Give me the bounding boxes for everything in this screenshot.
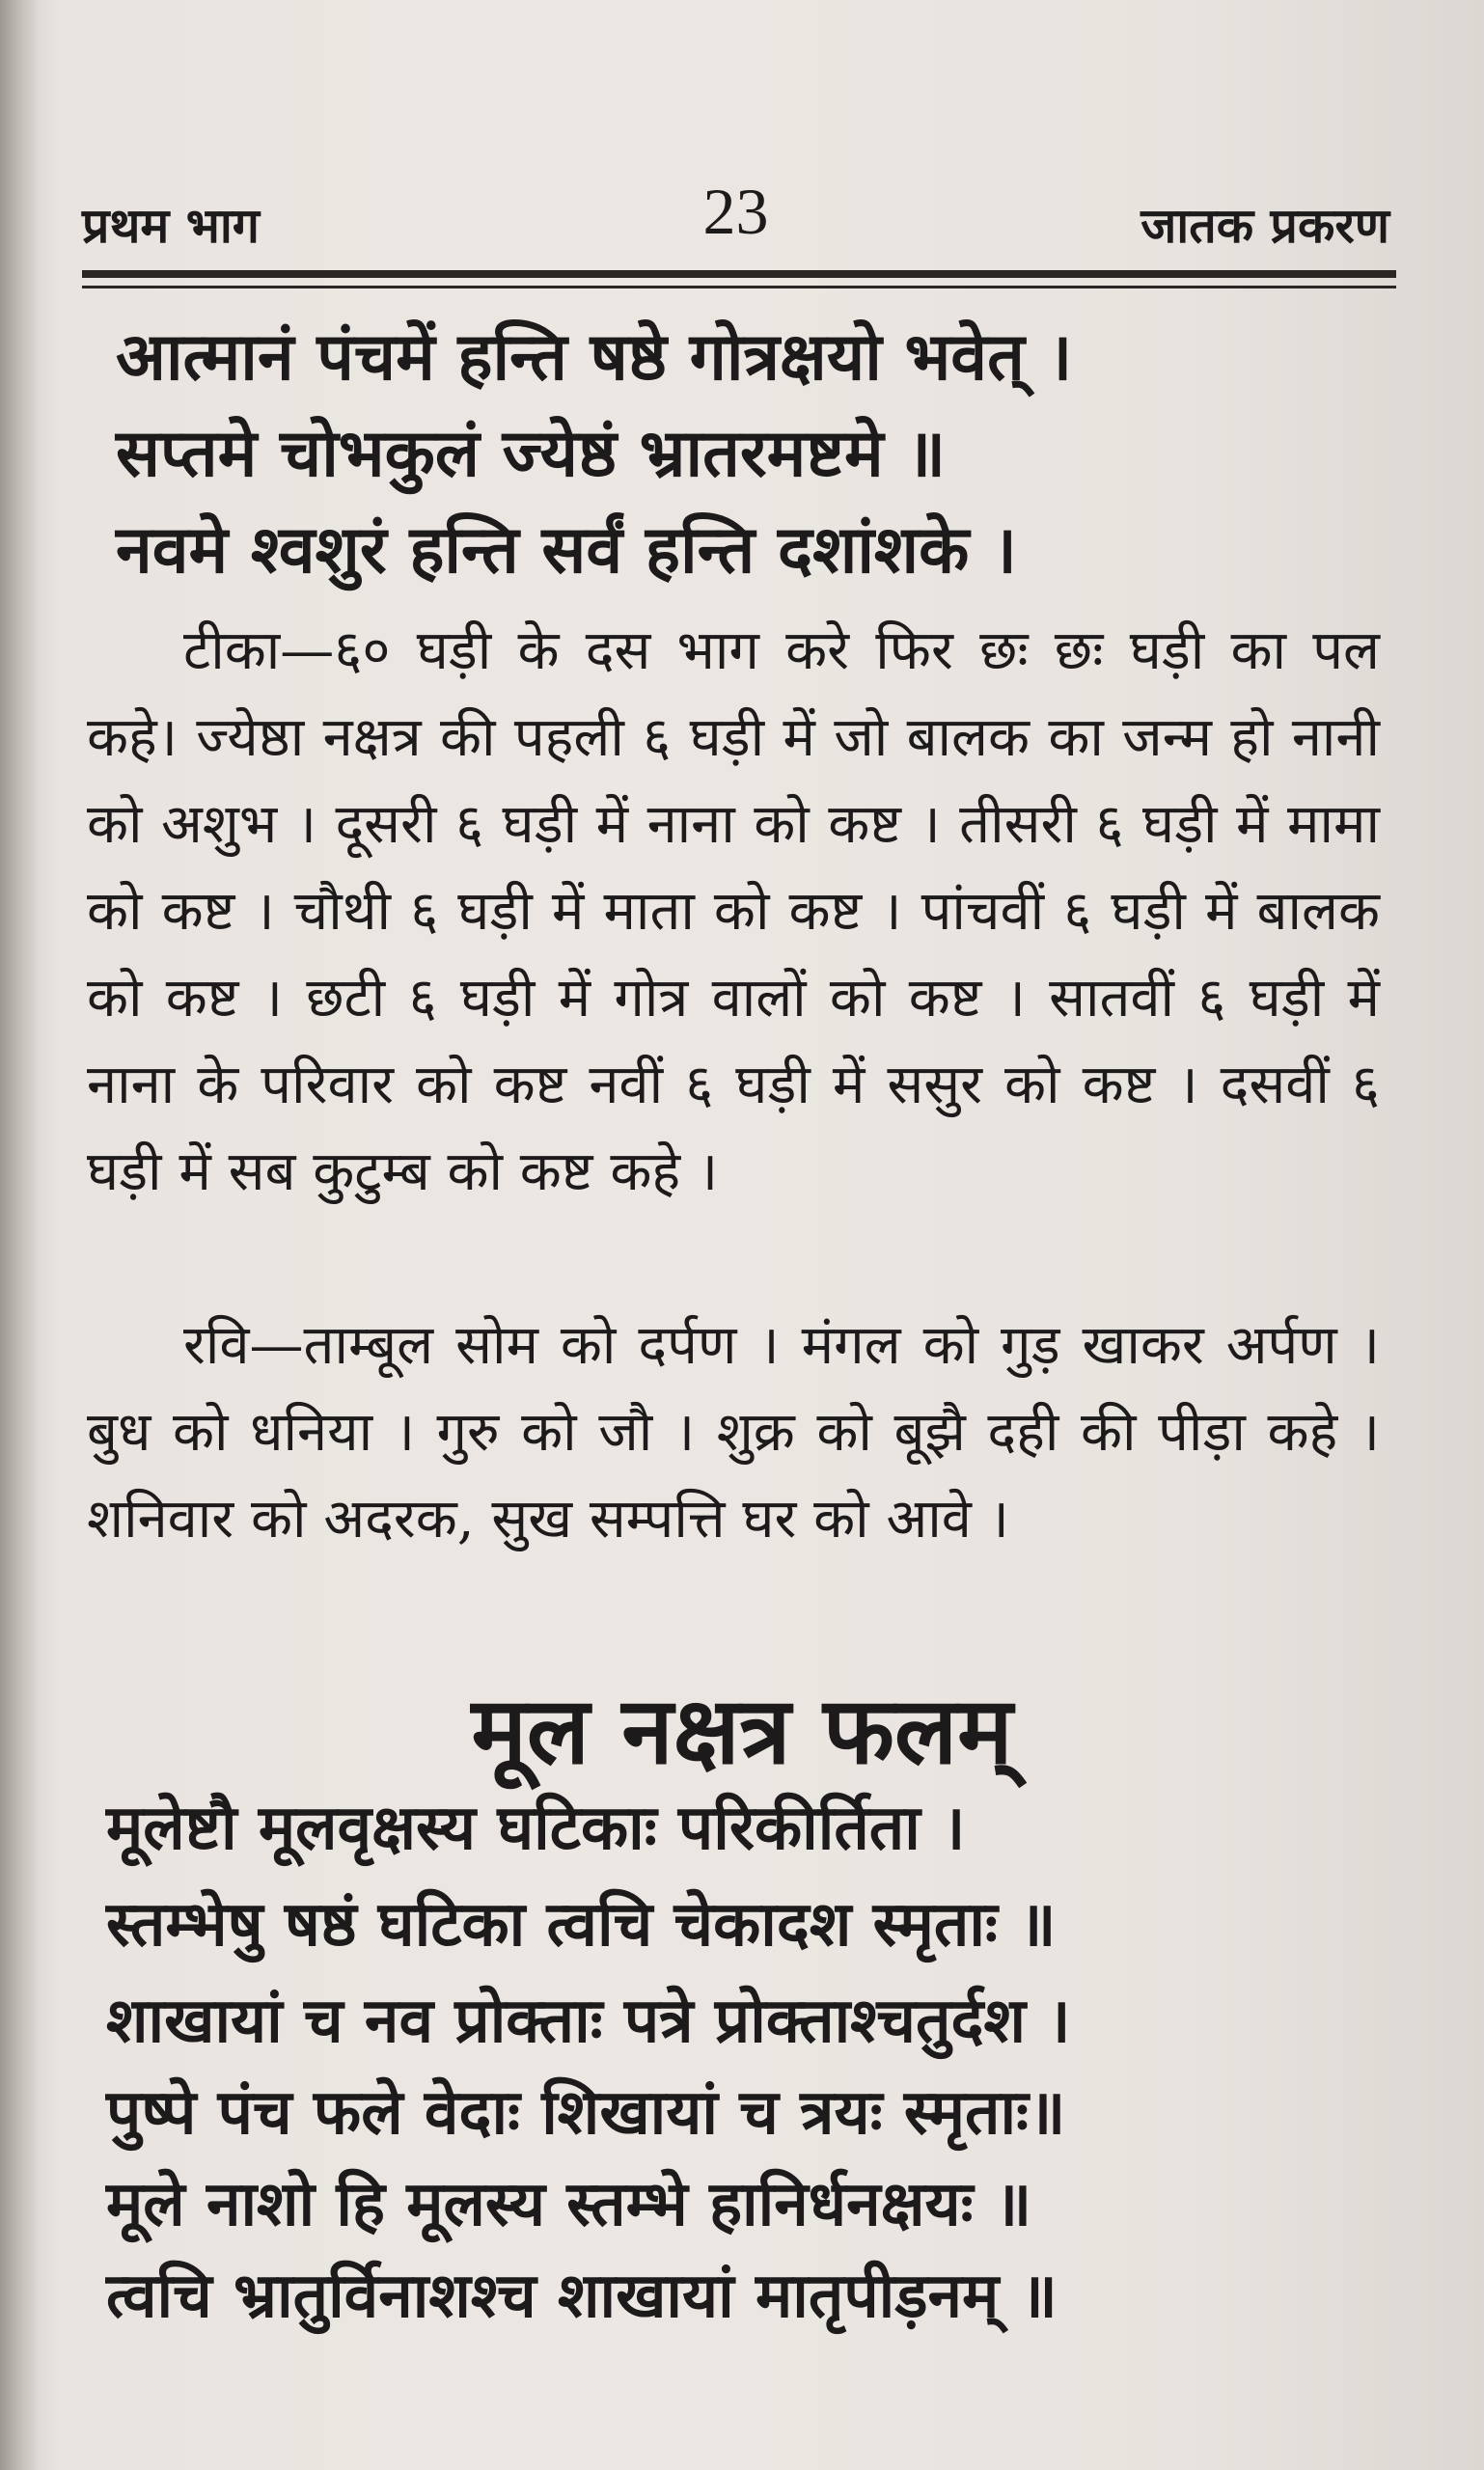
verse-line: स्तम्भेषु षष्ठं घटिका त्वचि चेकादश स्मृताः ॥ xyxy=(106,1888,1057,1961)
verse-line: सप्तमे चोभकुलं ज्येष्ठं भ्रातरमष्टमे ॥ xyxy=(116,415,947,492)
verse-line: पुष्पे पंच फले वेदाः शिखायां च त्रयः स्मृताः॥ xyxy=(106,2076,1066,2149)
part-label: प्रथम भाग xyxy=(82,197,260,254)
chapter-label: जातक प्रकरण xyxy=(1140,197,1389,254)
page-number: 23 xyxy=(702,175,769,248)
verse-line: मूले नाशो हि मूलस्य स्तम्भे हानिर्धनक्षयः ॥ xyxy=(106,2168,1032,2240)
verse-line: शाखायां च नव प्रोक्ताः पत्रे प्रोक्ताश्चतुर्दश । xyxy=(106,1985,1071,2057)
verse-line: नवमे श्वशुरं हन्ति सर्वं हन्ति दशांशके । xyxy=(116,511,1017,589)
remedy-paragraph: रवि—ताम्बूल सोम को दर्पण । मंगल को गुड़ खाकर अर्पण । बुध को धनिया । गुरु को जौ । शुक्र को बूझै दही की पीड़ा कहे । शनिवार को अदरक, सुख सम्पत्ति घर को आवे । xyxy=(87,1314,1380,1551)
verse-line: त्वचि भ्रातुर्विनाशश्च शाखायां मातृपीड़नम् ॥ xyxy=(106,2260,1058,2332)
header-rule-thin xyxy=(82,286,1396,288)
section-heading: मूल नक्षत्र फलम् xyxy=(471,1676,1013,1785)
verse-line: मूलेष्टौ मूलवृक्षस्य घटिकाः परिकीर्तिता । xyxy=(106,1792,966,1864)
commentary-paragraph: टीका—६० घड़ी के दस भाग करे फिर छः छः घड़ी का पल कहे। ज्येष्ठा नक्षत्र की पहली ६ घड़ी में जो बालक का जन्म हो नानी को अशुभ । दूसरी ६ घड़ी में नाना को कष्ट । तीसरी ६ घड़ी में मामा को कष्ट । चौथी ६ घड़ी में माता को कष्ट । पांचवीं ६ घड़ी में बालक को कष्ट । छटी ६ घड़ी में गोत्र वालों को कष्ट । सातवीं ६ घड़ी में नाना के परिवार को कष्ट नवीं ६ घड़ी में ससुर को कष्ट । दसवीं ६ घड़ी में सब कुटुम्ब को कष्ट कहे । xyxy=(87,619,1380,1203)
header-rule-thick xyxy=(82,270,1396,278)
page-header xyxy=(82,174,1389,261)
verse-line: आत्मानं पंचमें हन्ति षष्ठे गोत्रक्षयो भवेत् । xyxy=(116,318,1073,396)
